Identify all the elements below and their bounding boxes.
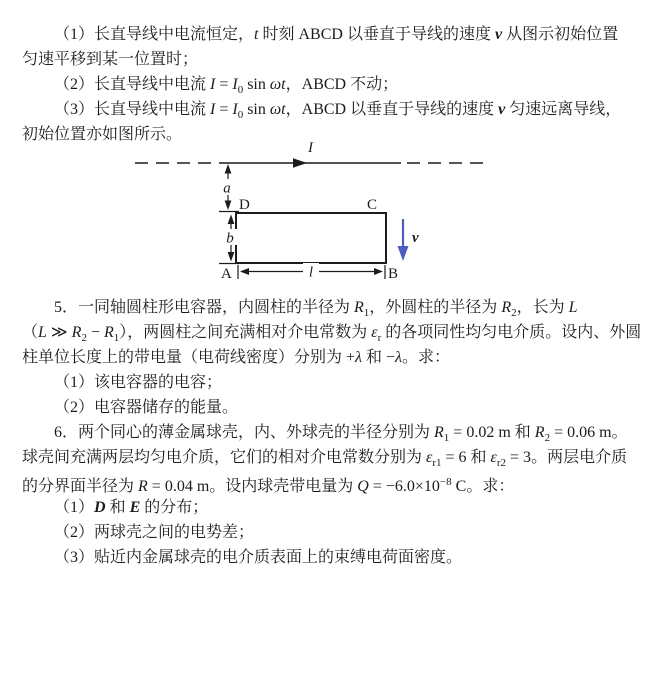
text-line [22,370,625,395]
text-line [22,445,628,470]
text-segment: v [494,26,503,43]
text-segment: ， [285,101,302,118]
text-line [22,545,625,570]
text-segment: 和 [510,424,535,441]
text-segment: （2）两球壳之间的电势差； [54,524,255,541]
text-segment: ABCD [301,76,347,93]
text-segment: sin [243,76,270,93]
text-segment: （3）贴近内金属球壳的电介质表面上的束缚电荷面密度。 [54,549,463,566]
text-segment: 2 [81,332,87,344]
text-segment: 不动； [346,76,399,93]
text-segment: = [215,101,233,118]
text-line [22,72,625,97]
dimension-b-arrow-up-icon [228,215,235,225]
text-segment: 0 [237,84,244,96]
text-segment: 以垂直于导线的速度 [346,101,499,118]
current-arrowhead-icon [293,158,307,168]
text-segment: 初始位置亦如图所示。 [22,126,183,143]
corner-label-d: D [239,197,250,213]
text-line [22,470,625,495]
text-segment: t [254,26,259,43]
text-segment: R [138,478,148,495]
text-segment: 匀速平移到某一位置时； [22,51,199,68]
text-segment: ， [285,76,302,93]
text-segment: − [386,349,396,366]
dimension-a-label: a [223,180,231,197]
text-segment: ωt [269,101,286,118]
dimension-l-arrow-right-icon [374,268,383,275]
text-segment: sin [243,101,270,118]
text-segment: ≫ [46,324,72,341]
text-segment: 2 [544,432,551,444]
text-segment: 从图示初始位置 [502,26,619,43]
current-label: I [308,140,313,156]
text-segment: 和 [361,349,386,366]
text-segment: r2 [496,457,507,469]
text-segment: I [210,76,216,93]
dimension-l-arrow-left-icon [240,268,249,275]
corner-label-c: C [367,197,378,213]
text-segment: λ [355,349,362,366]
text-segment: E [129,499,141,516]
text-segment: 6．两个同心的薄金属球壳，内、外球壳的半径分别为 [54,424,435,441]
text-segment: λ [395,349,402,366]
text-segment: 的各项同性均匀电介质。设内、外圆 [381,324,642,341]
corner-label-b: B [388,266,399,282]
text-segment: 的分界面半径为 [22,478,139,495]
text-segment: ，外圆柱的半径为 [369,299,502,316]
dimension-a-arrow-down-icon [225,201,232,211]
text-segment: − [86,324,104,341]
text-segment: 和 [466,449,491,466]
text-line [22,420,628,445]
velocity-label: v [412,230,419,246]
figure-canvas [0,133,645,297]
text-line [22,320,642,345]
text-segment: 的分布； [140,499,209,516]
text-segment: = −6.0×10 [368,478,440,495]
text-segment: ABCD [298,26,343,43]
text-segment: 球壳间充满两层均匀电介质，它们的相对介电常数分别为 [22,449,427,466]
wire-loop-figure [22,140,625,295]
dimension-b-label: b [226,230,234,247]
text-segment: R [534,424,545,441]
text-segment: = 6 [441,449,467,466]
text-segment: 5．一同轴圆柱形电容器，内圆柱的半径为 [54,299,355,316]
text-segment: Q [357,478,369,495]
text-segment: （2）电容器储存的能量。 [54,399,239,416]
dimension-a-arrow-up-icon [225,164,232,174]
text-segment: 匀速远离导线， [505,101,622,118]
text-segment: ωt [269,76,286,93]
text-segment: （1）长直导线中电流恒定， [54,26,255,43]
text-segment: ，长为 [516,299,569,316]
text-line [22,22,625,47]
text-block-top [22,22,625,147]
text-segment: ），两圆柱之间充满相对介电常数为 [119,324,372,341]
text-segment: + [346,349,356,366]
text-segment: （3）长直导线中电流 [54,101,211,118]
text-segment: D [94,499,106,516]
text-segment: = 3 [506,449,532,466]
text-segment: −8 [439,476,452,488]
text-segment: 1 [363,307,370,319]
text-block-bottom [22,295,642,570]
text-segment: = 0.04 m [147,478,210,495]
text-segment: 。求： [401,349,450,366]
text-line [22,395,625,420]
text-line [22,97,625,122]
text-segment: 时刻 [258,26,299,43]
text-segment: 。求： [466,478,515,495]
text-segment: 和 [105,499,130,516]
text-segment: R [434,424,444,441]
velocity-arrowhead-icon [398,246,409,261]
text-segment: 1 [113,332,120,344]
text-segment: r1 [432,457,442,469]
text-segment: 0 [237,109,244,121]
text-segment: 。两层电介质 [531,449,628,466]
text-segment: 2 [511,307,517,319]
text-segment: r [377,332,382,344]
text-segment: v [498,101,506,118]
text-line [22,495,625,520]
text-segment: （1）该电容器的电容； [54,374,223,391]
text-line [22,295,625,320]
text-segment: （ [22,324,39,341]
text-segment: （2）长直导线中电流 [54,76,211,93]
text-segment: ε [371,324,378,341]
text-segment: = 0.02 m [449,424,511,441]
text-segment: = [215,76,233,93]
dimension-b-arrow-down-icon [228,252,235,262]
text-segment: R [103,324,114,341]
corner-label-a: A [221,266,232,282]
text-segment: R [71,324,82,341]
dimension-l-label: l [308,264,314,281]
text-segment: ABCD [301,101,347,118]
text-segment: ε [426,449,433,466]
text-segment: = 0.06 m [550,424,612,441]
text-line [22,520,625,545]
text-segment: R [354,299,364,316]
text-segment: L [568,299,578,316]
text-segment: 以垂直于导线的速度 [342,26,495,43]
text-segment: I [232,101,238,118]
text-segment: 。设内球壳带电量为 [209,478,358,495]
text-segment: 1 [443,432,450,444]
text-line [22,345,625,370]
text-segment: 柱单位长度上的带电量（电荷线密度）分别为 [22,349,347,366]
loop-rectangle [236,213,386,263]
text-segment: I [232,76,238,93]
text-segment: ε [490,449,497,466]
text-segment: L [38,324,47,341]
text-segment: C [451,478,467,495]
text-segment: 。 [611,424,628,441]
text-segment: R [501,299,512,316]
text-segment: （1） [54,499,95,516]
text-line [22,47,625,72]
text-segment: I [210,101,216,118]
